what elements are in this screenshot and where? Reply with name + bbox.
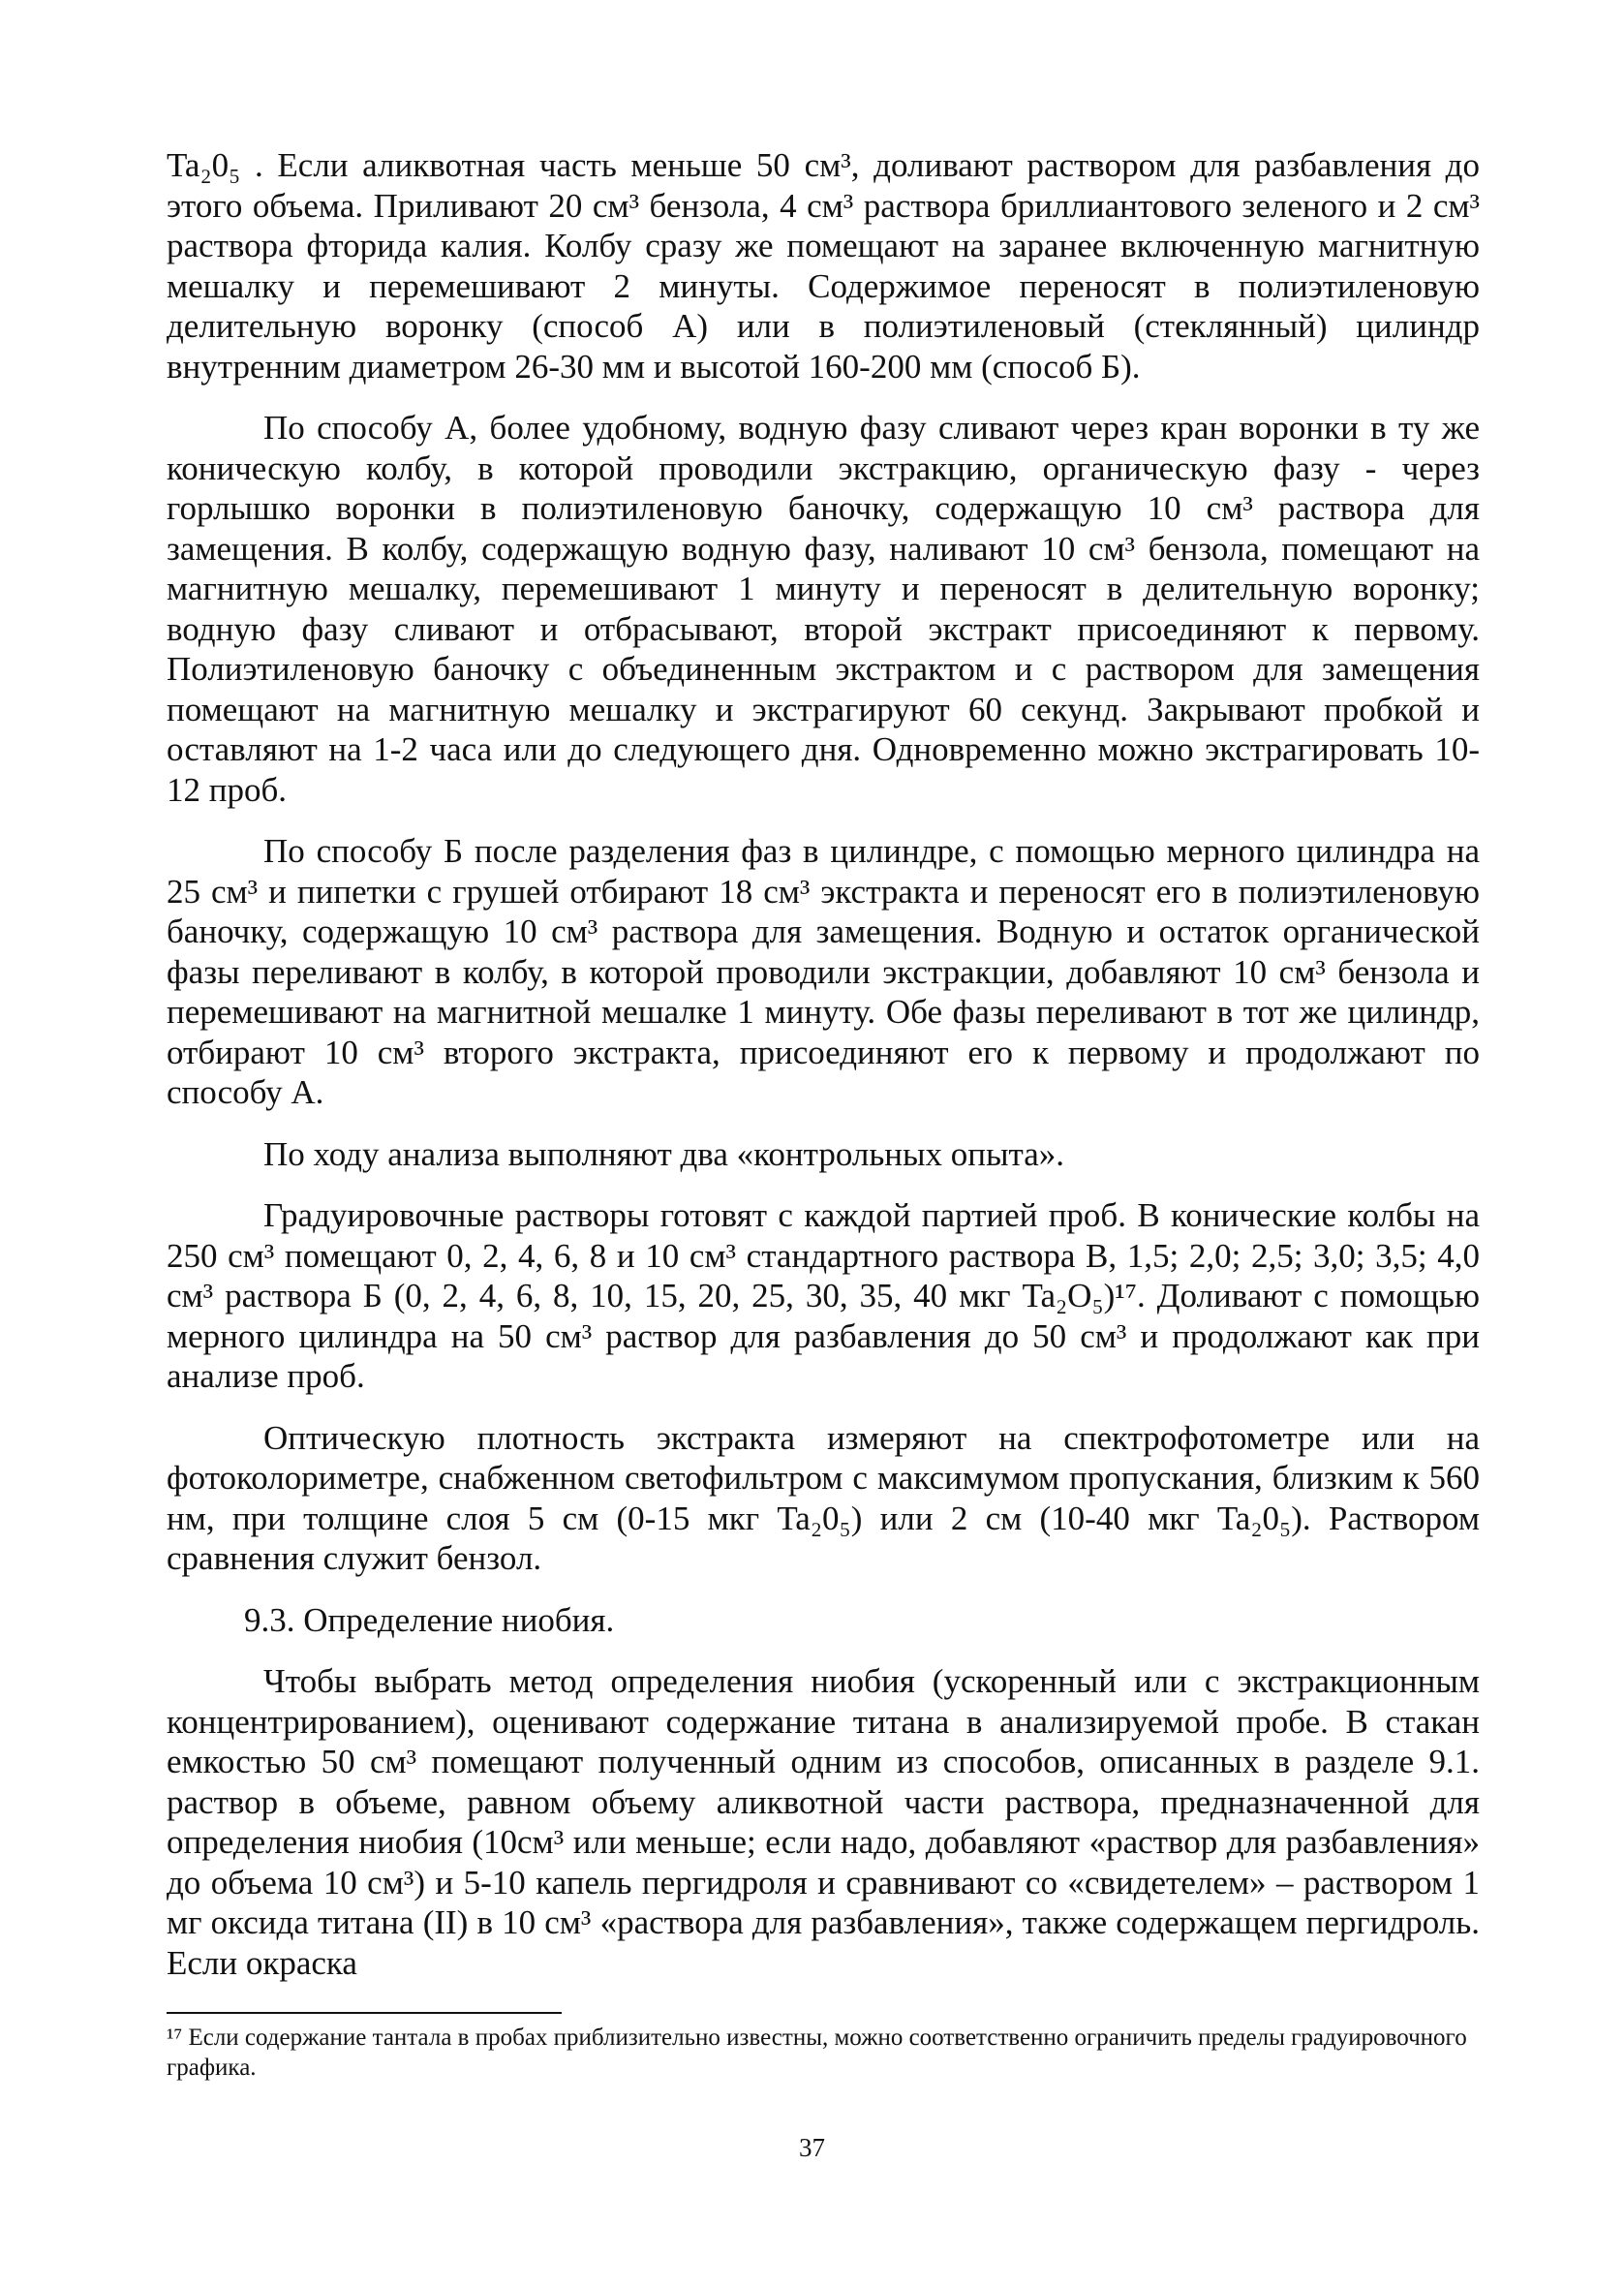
paragraph: Ta₂0₅ . Если аликвотная часть меньше 50 см³, доливают раствором для разбавления до этого объема. Приливают 20 см³ бензола, 4 см³ раствора бриллиантового зеленого и 2 см³ раствора фторида калия. Колбу сразу же помещают на заранее включенную магнитную мешалку и перемешивают 2 минуты. Содержимое переносят в полиэтиленовую делительную воронку (способ А) или в полиэтиленовый (стеклянный) цилиндр внутренним диаметром 26-30 мм и высотой 160-200 мм (способ Б). <box>167 146 1480 386</box>
paragraph: Чтобы выбрать метод определения ниобия (ускоренный или с экстракционным концентрированием), оценивают содержание титана в анализируемой пробе. В стакан емкостью 50 см³ помещают полученный одним из способов, описанных в разделе 9.1. раствор в объеме, равном объему аликвотной части раствора, предназначенной для определения ниобия (10см³ или меньше; если надо, добавляют «раствор для разбавления» до объема 10 см³) и 5-10 капель пергидроля и сравнивают со «свидетелем» – раствором 1 мг оксида титана (II) в 10 см³ «раствора для разбавления», также содержащем пергидроль. Если окраска <box>167 1662 1480 1982</box>
footnote: ¹⁷ Если содержание тантала в пробах приблизительно известны, можно соответственно ограничить пределы градуировочного графика. <box>167 2025 1467 2081</box>
section-heading: 9.3. Определение ниобия. <box>244 1600 615 1639</box>
footnote-separator <box>167 2012 562 2014</box>
paragraph: Градуировочные растворы готовят с каждой партией проб. В конические колбы на 250 см³ помещают 0, 2, 4, 6, 8 и 10 см³ стандартного раствора В, 1,5; 2,0; 2,5; 3,0; 3,5; 4,0 см³ раствора Б (0, 2, 4, 6, 8, 10, 15, 20, 25, 30, 35, 40 мкг Ta₂O₅)¹⁷. Доливают с помощью мерного цилиндра на 50 см³ раствор для разбавления до 50 см³ и продолжают как при анализе проб. <box>167 1196 1480 1395</box>
paragraph: По способу А, более удобному, водную фазу сливают через кран воронки в ту же коническую колбу, в которой проводили экстракцию, органическую фазу - через горлышко воронки в полиэтиленовую баночку, содержащую 10 см³ раствора для замещения. В колбу, содержащую водную фазу, наливают 10 см³ бензола, помещают на магнитную мешалку, перемешивают 1 минуту и переносят в делительную воронку; водную фазу сливают и отбрасывают, второй экстракт присоединяют к первому. Полиэтиленовую баночку с объединенным экстрактом и с раствором для замещения помещают на магнитную мешалку и экстрагируют 60 секунд. Закрывают пробкой и оставляют на 1-2 часа или до следующего дня. Одновременно можно экстрагировать 10-12 проб. <box>167 409 1480 809</box>
page-body <box>167 145 1480 2004</box>
paragraph: По способу Б после разделения фаз в цилиндре, с помощью мерного цилиндра на 25 см³ и пипетки с грушей отбирают 18 см³ экстракта и переносят его в полиэтиленовую баночку, содержащую 10 см³ раствора для замещения. Водную и остаток органической фазы переливают в колбу, в которой проводили экстракции, добавляют 10 см³ бензола и перемешивают на магнитной мешалке 1 минуту. Обе фазы переливают в тот же цилиндр, отбирают 10 см³ второго экстракта, присоединяют его к первому и продолжают по способу А. <box>167 832 1480 1111</box>
paragraph: Оптическую плотность экстракта измеряют на спектрофотометре или на фотоколориметре, снабженном светофильтром с максимумом пропускания, близким к 560 нм, при толщине слоя 5 см (0-15 мкг Ta₂0₅) или 2 см (10-40 мкг Ta₂0₅). Раствором сравнения служит бензол. <box>167 1418 1480 1577</box>
page-number: 37 <box>799 2133 825 2162</box>
paragraph: По ходу анализа выполняют два «контрольных опыта». <box>263 1134 1065 1173</box>
